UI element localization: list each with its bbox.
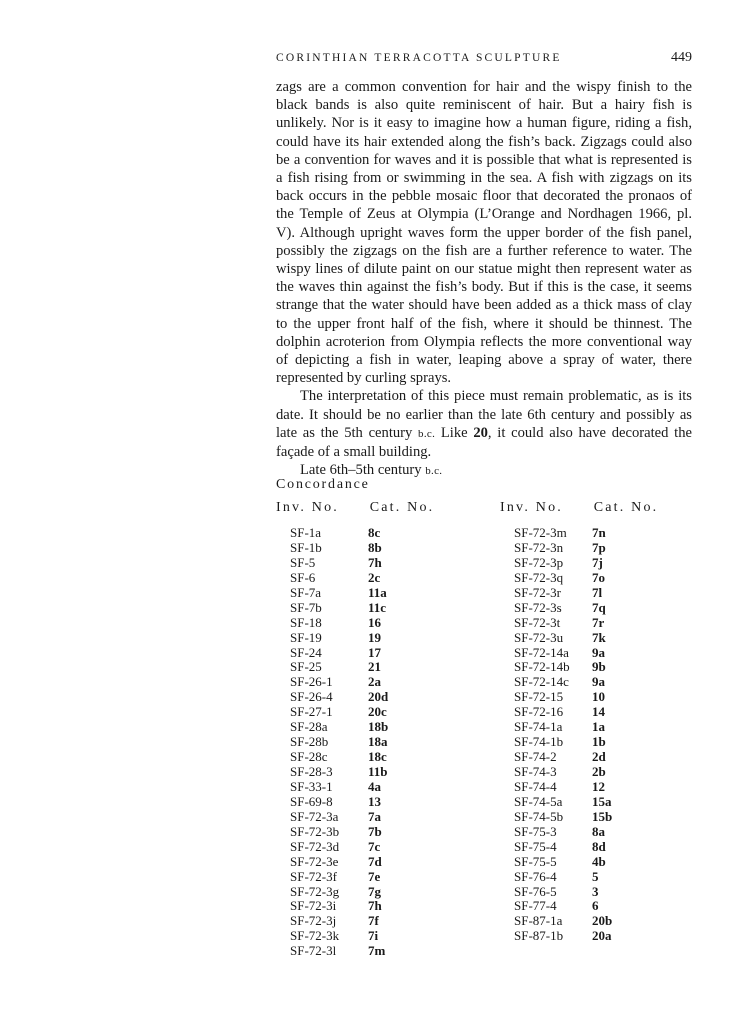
inventory-number: SF-7b: [290, 599, 322, 615]
inventory-number: SF-28c: [290, 749, 328, 765]
inventory-number: SF-74-1b: [514, 734, 564, 750]
concordance-row: [276, 885, 434, 900]
concordance-row: [500, 914, 658, 929]
catalogue-number: 16: [368, 614, 381, 630]
inventory-number: SF-72-16: [514, 704, 564, 720]
inventory-number: SF-28b: [290, 734, 329, 750]
catalogue-number: 9b: [592, 659, 606, 675]
inventory-number: SF-26-1: [290, 674, 333, 690]
inventory-number: SF-74-5b: [514, 808, 564, 824]
date-text: Late 6th–5th century: [300, 462, 426, 479]
concordance-row: [500, 825, 658, 840]
concordance-rows-right: [500, 526, 658, 944]
concordance-row: [276, 840, 434, 855]
concordance-row: [276, 780, 434, 795]
inventory-number: SF-72-3p: [514, 554, 564, 570]
inventory-number: SF-69-8: [290, 793, 333, 809]
inv-no-header: Inv. No.: [500, 500, 563, 515]
inventory-number: SF-5: [290, 554, 316, 570]
cat-no-header: Cat. No.: [593, 500, 659, 515]
catalogue-number: 13: [368, 793, 381, 809]
inventory-number: SF-1a: [290, 525, 322, 540]
catalogue-number: 7b: [368, 823, 382, 839]
catalogue-number: 8d: [592, 838, 606, 854]
concordance-column-right: [500, 500, 658, 944]
p2-text-2: Like: [435, 424, 474, 441]
catalogue-number: 7q: [592, 599, 606, 615]
inventory-number: SF-72-3u: [514, 629, 564, 645]
concordance-row: [500, 870, 658, 885]
catalogue-number: 12: [592, 778, 605, 794]
catalogue-number: 7m: [368, 943, 386, 959]
inventory-number: SF-77-4: [514, 898, 557, 914]
catalogue-number: 2b: [592, 764, 606, 779]
catalogue-number: 8b: [368, 539, 382, 555]
concordance-row: [500, 705, 658, 720]
catalogue-number: 11b: [368, 764, 388, 779]
inventory-number: SF-72-15: [514, 689, 564, 705]
column-headers: [500, 500, 658, 518]
inventory-number: SF-72-14a: [514, 644, 569, 660]
concordance-row: [500, 675, 658, 690]
inv-no-header: Inv. No.: [276, 500, 339, 515]
inventory-number: SF-72-3d: [290, 838, 340, 854]
concordance-row: [276, 556, 434, 571]
concordance-row: [500, 571, 658, 586]
inventory-number: SF-19: [290, 629, 322, 645]
concordance-row: [276, 601, 434, 616]
catalogue-number: 1a: [592, 719, 605, 735]
catalogue-number: 7p: [592, 539, 606, 555]
inventory-number: SF-87-1b: [514, 928, 564, 944]
concordance-row: [500, 631, 658, 646]
concordance-row: [500, 750, 658, 765]
concordance-row: [276, 825, 434, 840]
catalogue-number: 18b: [368, 719, 389, 735]
catalogue-number: 7h: [368, 898, 382, 914]
paragraph-2: [276, 387, 692, 461]
catalogue-reference: 20: [473, 424, 488, 441]
catalogue-number: 7j: [592, 554, 603, 570]
catalogue-number: 7n: [592, 525, 606, 540]
concordance-rows-left: [276, 526, 434, 959]
inventory-number: SF-74-5a: [514, 793, 563, 809]
inventory-number: SF-28a: [290, 719, 328, 735]
column-headers: [276, 500, 434, 518]
concordance-row: [500, 780, 658, 795]
catalogue-number: 7a: [368, 808, 381, 824]
catalogue-number: 9a: [592, 674, 605, 690]
catalogue-number: 7e: [368, 868, 381, 884]
inventory-number: SF-6: [290, 569, 316, 585]
concordance-row: [500, 586, 658, 601]
concordance-row: [500, 646, 658, 661]
concordance-row: [276, 870, 434, 885]
catalogue-number: 7f: [368, 913, 379, 929]
concordance-row: [500, 616, 658, 631]
catalogue-number: 7h: [368, 554, 382, 570]
concordance-column-left: [276, 500, 434, 959]
inventory-number: SF-18: [290, 614, 322, 630]
inventory-number: SF-72-3k: [290, 928, 340, 944]
catalogue-number: 7o: [592, 569, 605, 585]
concordance-row: [276, 541, 434, 556]
concordance-row: [276, 929, 434, 944]
concordance-row: [500, 735, 658, 750]
catalogue-number: 11a: [368, 584, 387, 600]
concordance-row: [276, 571, 434, 586]
catalogue-number: 6: [592, 898, 599, 914]
concordance-row: [500, 690, 658, 705]
inventory-number: SF-28-3: [290, 764, 333, 779]
inventory-number: SF-74-2: [514, 749, 557, 765]
catalogue-number: 1b: [592, 734, 606, 750]
inventory-number: SF-72-3g: [290, 883, 340, 899]
catalogue-number: 11c: [368, 599, 387, 615]
catalogue-number: 7l: [592, 584, 603, 600]
concordance-row: [500, 810, 658, 825]
concordance-row: [500, 840, 658, 855]
catalogue-number: 2a: [368, 674, 381, 690]
inventory-number: SF-1b: [290, 539, 322, 555]
catalogue-number: 19: [368, 629, 381, 645]
p2-text-1: The interpretation of this piece must remain problematic, as is its date. It should be no earlier than the late 6th century and possibly as late as the 5th century: [276, 388, 692, 441]
inventory-number: SF-24: [290, 644, 322, 660]
inventory-number: SF-75-3: [514, 823, 557, 839]
p2-text-3: , it could also have decorated the façade of a small building.: [276, 424, 693, 461]
inventory-number: SF-76-4: [514, 868, 557, 884]
inventory-number: SF-72-3a: [290, 808, 339, 824]
catalogue-number: 15a: [592, 793, 612, 809]
catalogue-number: 18c: [368, 749, 387, 765]
concordance-row: [276, 750, 434, 765]
catalogue-number: 7c: [368, 838, 381, 854]
inventory-number: SF-72-3q: [514, 569, 564, 585]
concordance-row: [276, 675, 434, 690]
inventory-number: SF-33-1: [290, 778, 333, 794]
inventory-number: SF-72-14b: [514, 659, 570, 675]
concordance-row: [276, 914, 434, 929]
catalogue-number: 21: [368, 659, 381, 675]
catalogue-number: 2c: [368, 569, 381, 585]
catalogue-number: 9a: [592, 644, 605, 660]
concordance-row: [500, 765, 658, 780]
inventory-number: SF-25: [290, 659, 322, 675]
concordance-row: [500, 660, 658, 675]
inventory-number: SF-72-3r: [514, 584, 561, 600]
catalogue-number: 8a: [592, 823, 605, 839]
inventory-number: SF-27-1: [290, 704, 333, 720]
catalogue-number: 4a: [368, 778, 381, 794]
inventory-number: SF-74-3: [514, 764, 557, 779]
inventory-number: SF-75-5: [514, 853, 557, 869]
concordance-row: [276, 690, 434, 705]
catalogue-number: 20a: [592, 928, 612, 944]
catalogue-number: 4b: [592, 853, 606, 869]
concordance-row: [500, 795, 658, 810]
concordance-heading: Concordance: [276, 477, 370, 492]
inventory-number: SF-72-3t: [514, 614, 561, 630]
catalogue-number: 20b: [592, 913, 613, 929]
concordance-row: [500, 929, 658, 944]
inventory-number: SF-74-1a: [514, 719, 563, 735]
catalogue-number: 20d: [368, 689, 389, 705]
catalogue-number: 7k: [592, 629, 606, 645]
inventory-number: SF-75-4: [514, 838, 557, 854]
concordance-row: [276, 660, 434, 675]
concordance-row: [500, 526, 658, 541]
inventory-number: SF-72-3n: [514, 539, 564, 555]
concordance-row: [276, 720, 434, 735]
running-title: CORINTHIAN TERRACOTTA SCULPTURE: [276, 52, 562, 64]
concordance-row: [276, 855, 434, 870]
catalogue-number: 7g: [368, 883, 381, 899]
inventory-number: SF-72-14c: [514, 674, 569, 690]
catalogue-number: 5: [592, 868, 599, 884]
concordance-row: [276, 705, 434, 720]
inventory-number: SF-7a: [290, 584, 322, 600]
concordance-row: [276, 944, 434, 959]
bc-abbrev: b.c.: [418, 427, 436, 440]
inventory-number: SF-72-3i: [290, 898, 337, 914]
inventory-number: SF-72-3l: [290, 943, 337, 959]
catalogue-number: 17: [368, 644, 381, 660]
catalogue-number: 15b: [592, 808, 613, 824]
concordance-row: [500, 855, 658, 870]
concordance-row: [500, 720, 658, 735]
catalogue-number: 20c: [368, 704, 387, 720]
inventory-number: SF-72-3e: [290, 853, 339, 869]
catalogue-number: 10: [592, 689, 605, 705]
date-bc-abbrev: b.c.: [425, 465, 443, 478]
concordance-row: [500, 541, 658, 556]
concordance-row: [276, 616, 434, 631]
catalogue-number: 7d: [368, 853, 382, 869]
concordance-row: [276, 810, 434, 825]
catalogue-number: 7r: [592, 614, 605, 630]
concordance-row: [276, 765, 434, 780]
concordance-row: [500, 885, 658, 900]
page-number: 449: [671, 50, 692, 65]
concordance-row: [276, 735, 434, 750]
body-text: [276, 78, 692, 480]
inventory-number: SF-72-3f: [290, 868, 337, 884]
concordance-row: [276, 646, 434, 661]
concordance-row: [500, 556, 658, 571]
concordance-row: [276, 631, 434, 646]
cat-no-header: Cat. No.: [369, 500, 435, 515]
catalogue-number: 2d: [592, 749, 606, 765]
catalogue-number: 14: [592, 704, 605, 720]
inventory-number: SF-74-4: [514, 778, 557, 794]
catalogue-number: 8c: [368, 525, 381, 540]
paragraph-1: zags are a common convention for hair and the wispy finish to the black bands is also quite reminiscent of hair. But a hairy fish is unlikely. Nor is it easy to imagine how a human figure, riding a fish, could have its hair extended along the fish’s back. Zigzags could also be a convention for waves and it is possible that what is represented is a fish rising from or swimming in the sea. A fish with zigzags on its back occurs in the pebble mosaic floor that decorated the pronaos of the Temple of Zeus at Olympia (L’Orange and Nordhagen 1966, pl. V). Although upright waves form the upper border of the fish panel, possibly the zigzags on the fish are a further reference to water. The wispy lines of dilute paint on our statue might then represent water as the waves thin against the fish’s body. But if this is the case, it seems strange that the water should have been added as a thick mass of clay to the upper front half of the fish, where it should be thinnest. The dolphin acroterion from Olympia reflects the more conventional way of depicting a fish in water, leaping above a spray of water, there represented by curling sprays.: [276, 79, 692, 387]
concordance-row: [276, 526, 434, 541]
concordance-row: [500, 601, 658, 616]
inventory-number: SF-72-3b: [290, 823, 340, 839]
inventory-number: SF-72-3s: [514, 599, 562, 615]
catalogue-number: 3: [592, 883, 599, 899]
running-header: [276, 52, 692, 68]
concordance-row: [276, 586, 434, 601]
inventory-number: SF-87-1a: [514, 913, 563, 929]
inventory-number: SF-26-4: [290, 689, 333, 705]
catalogue-number: 7i: [368, 928, 379, 944]
inventory-number: SF-72-3m: [514, 525, 567, 540]
concordance-row: [500, 899, 658, 914]
inventory-number: SF-72-3j: [290, 913, 337, 929]
inventory-number: SF-76-5: [514, 883, 557, 899]
concordance-row: [276, 899, 434, 914]
concordance-row: [276, 795, 434, 810]
catalogue-number: 18a: [368, 734, 388, 750]
